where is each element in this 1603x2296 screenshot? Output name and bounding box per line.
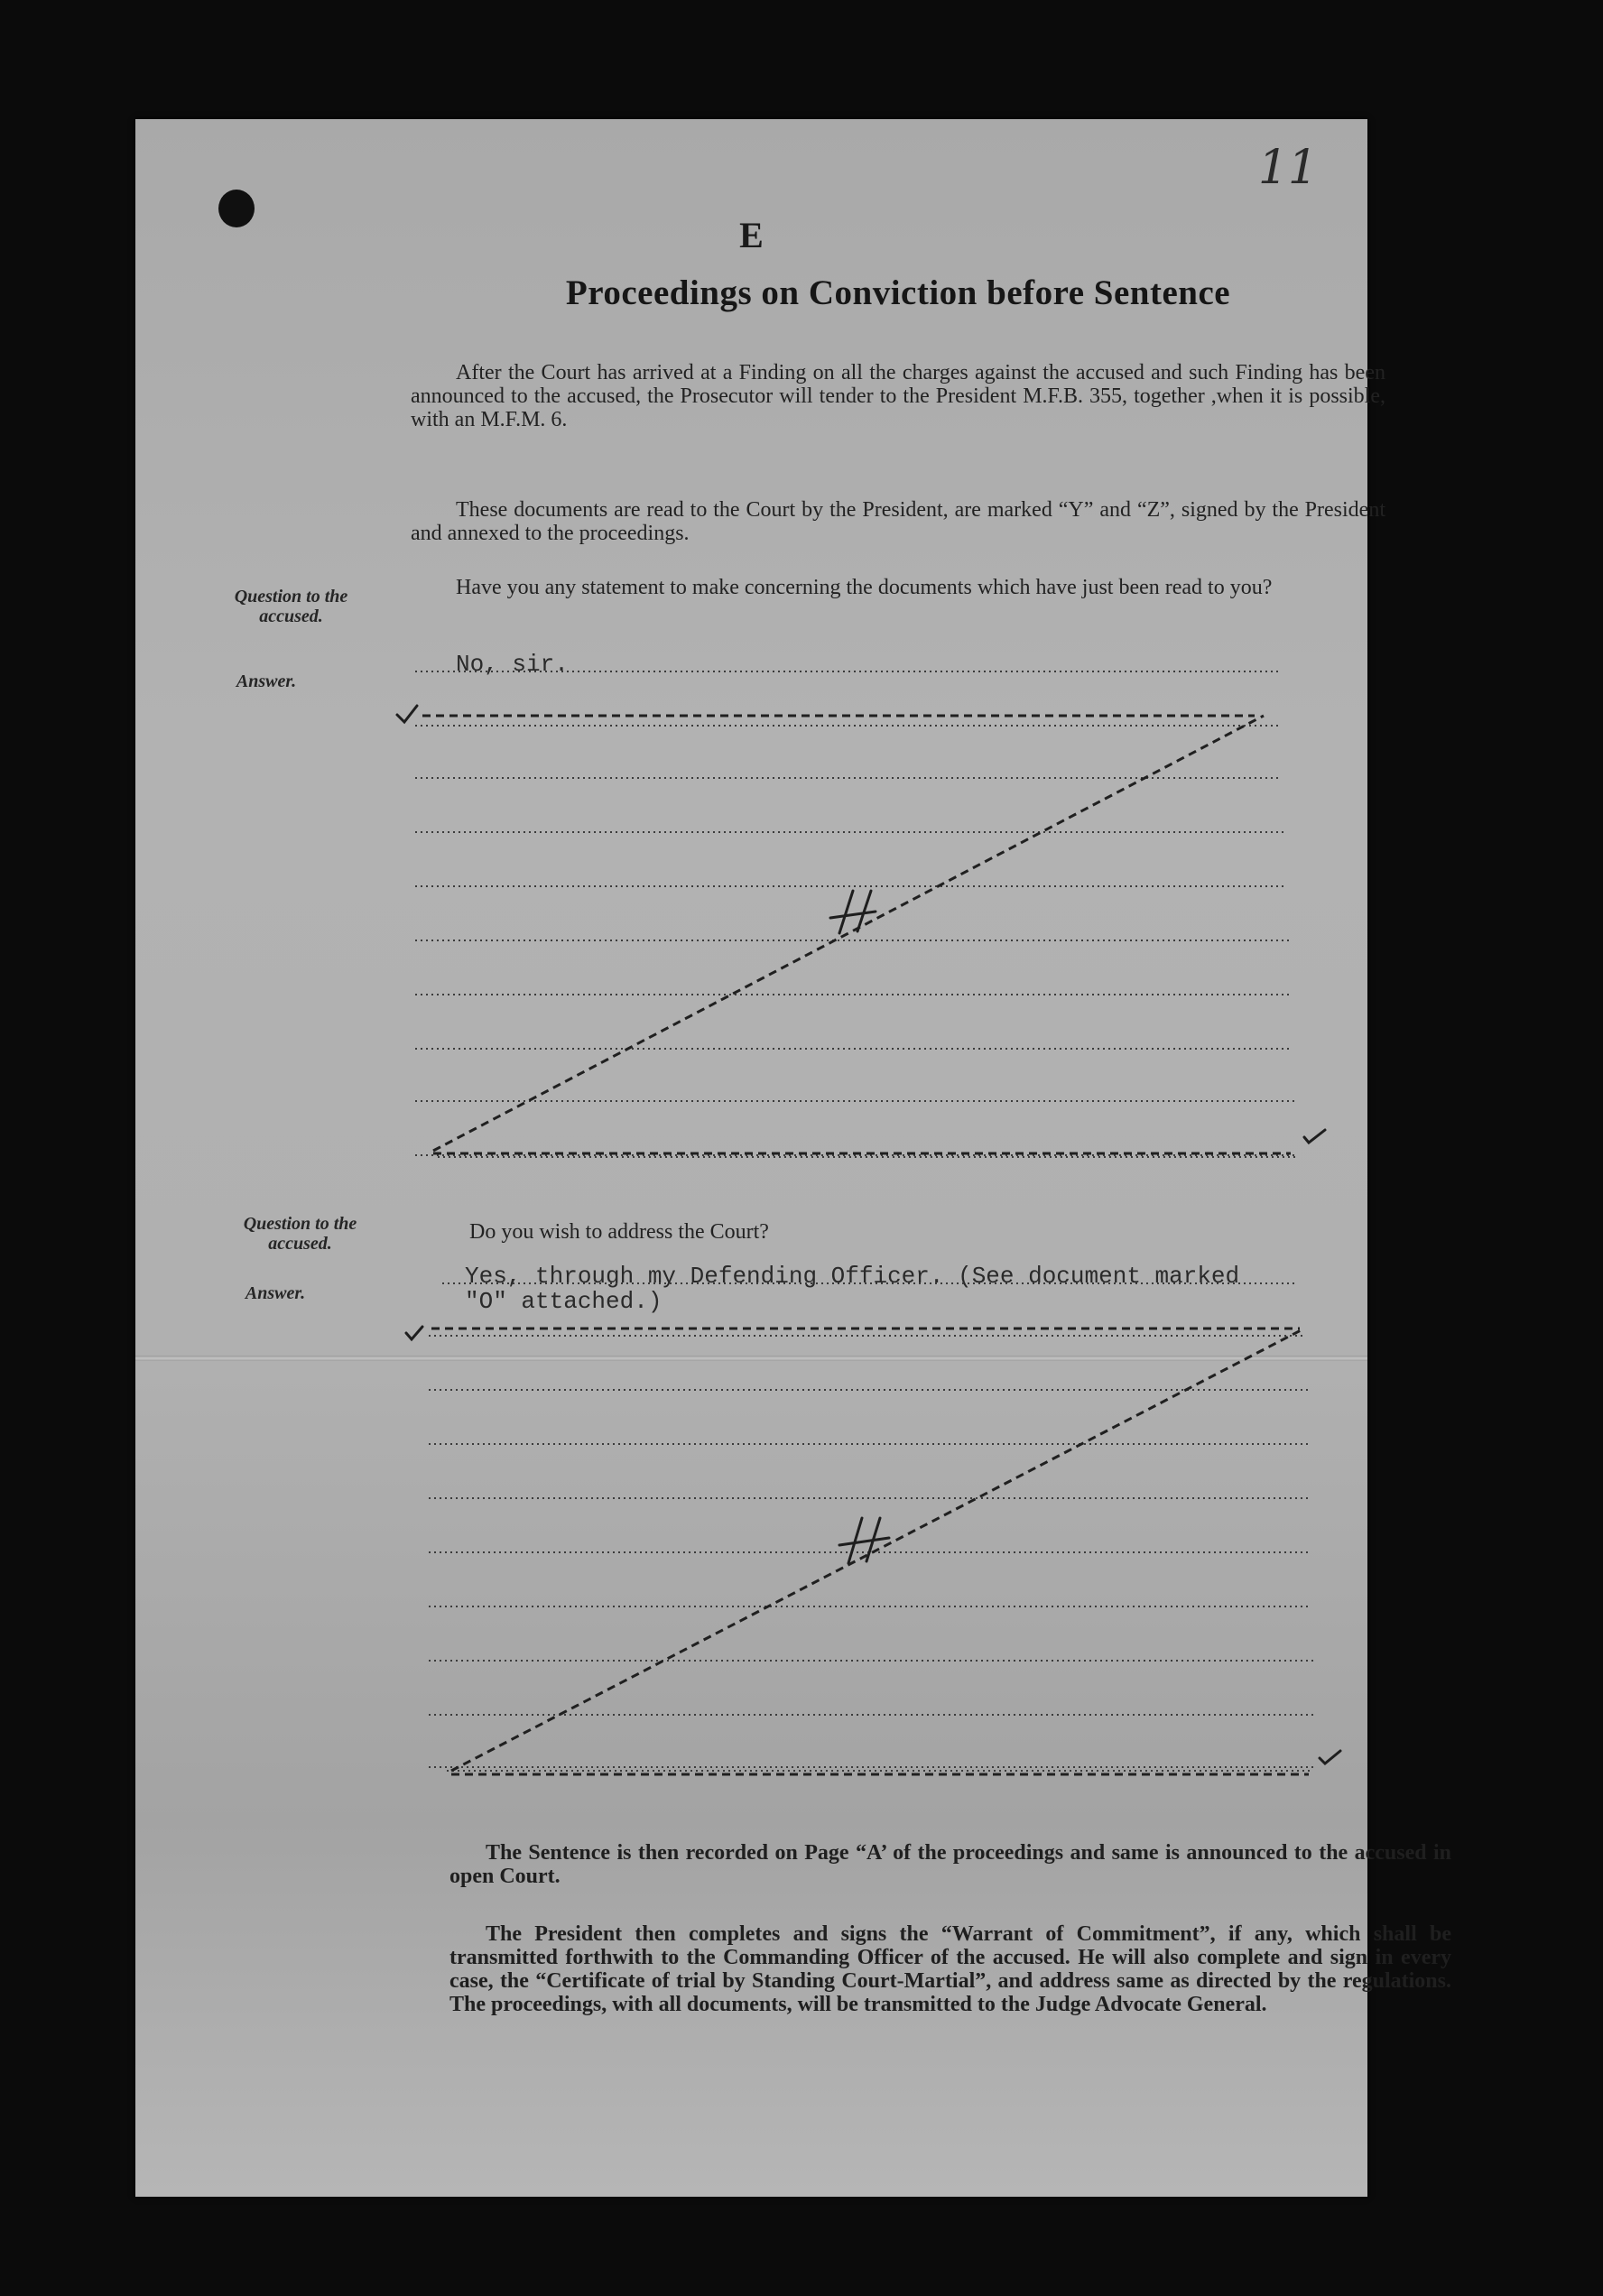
documents-paragraph: These documents are read to the Court by the President, are marked “Y” and “Z”, signed by the President and annexed to the proceedings. (411, 498, 1385, 545)
check-mark-2 (1304, 1130, 1325, 1143)
check-mark-4 (1320, 1751, 1340, 1764)
section-letter: E (739, 215, 764, 255)
question-2-text: Do you wish to address the Court? (469, 1220, 769, 1244)
answer-2-strikeout (406, 1327, 1340, 1774)
question-label-1: Question to the accused. (234, 587, 348, 626)
answer-1-strikeout (397, 706, 1325, 1153)
answer-1-typed: No, sir. (456, 651, 569, 678)
ruled-lines-and-strikeouts (135, 119, 1367, 2197)
sentence-paragraph: The Sentence is then recorded on Page “A’ of the proceedings and same is announced to the accused in open Court. (449, 1841, 1451, 1888)
answer-2-typed: Yes, through my Defending Officer. (See document marked "O" attached.) (465, 1263, 1240, 1315)
answer-label-1: Answer. (236, 671, 297, 691)
answer-label-2: Answer. (245, 1283, 306, 1303)
question-label-2: Question to the accused. (243, 1214, 357, 1254)
page-title: Proceedings on Conviction before Sentence (565, 273, 1231, 312)
check-mark-3 (406, 1327, 422, 1339)
question-1-text: Have you any statement to make concerning the documents which have just been read to you? (456, 576, 1273, 599)
answer-2-ruled-lines (429, 1283, 1313, 1771)
closing-paragraph: The President then completes and signs the “Warrant of Commitment”, if any, which shall be transmitted forthwith to the Commanding Officer of the accused. He will also complete and sign in every case, the “Certificate of trial by Standing Court-Martial”, and address same as directed by the regulations. The proceedings, with all documents, will be transmitted to the Judge Advocate General. (449, 1922, 1451, 2016)
intro-paragraph: After the Court has arrived at a Finding on all the charges against the accused and such Finding has been announced to the accused, the Prosecutor will tender to the President M.F.B. 355, together ,when it is possible, with an M.F.M. 6. (411, 361, 1385, 431)
handwritten-folio-number: 11 (1257, 141, 1318, 195)
initials-mark-1 (830, 891, 876, 933)
document-page (135, 119, 1451, 2197)
check-mark-1 (397, 706, 417, 722)
